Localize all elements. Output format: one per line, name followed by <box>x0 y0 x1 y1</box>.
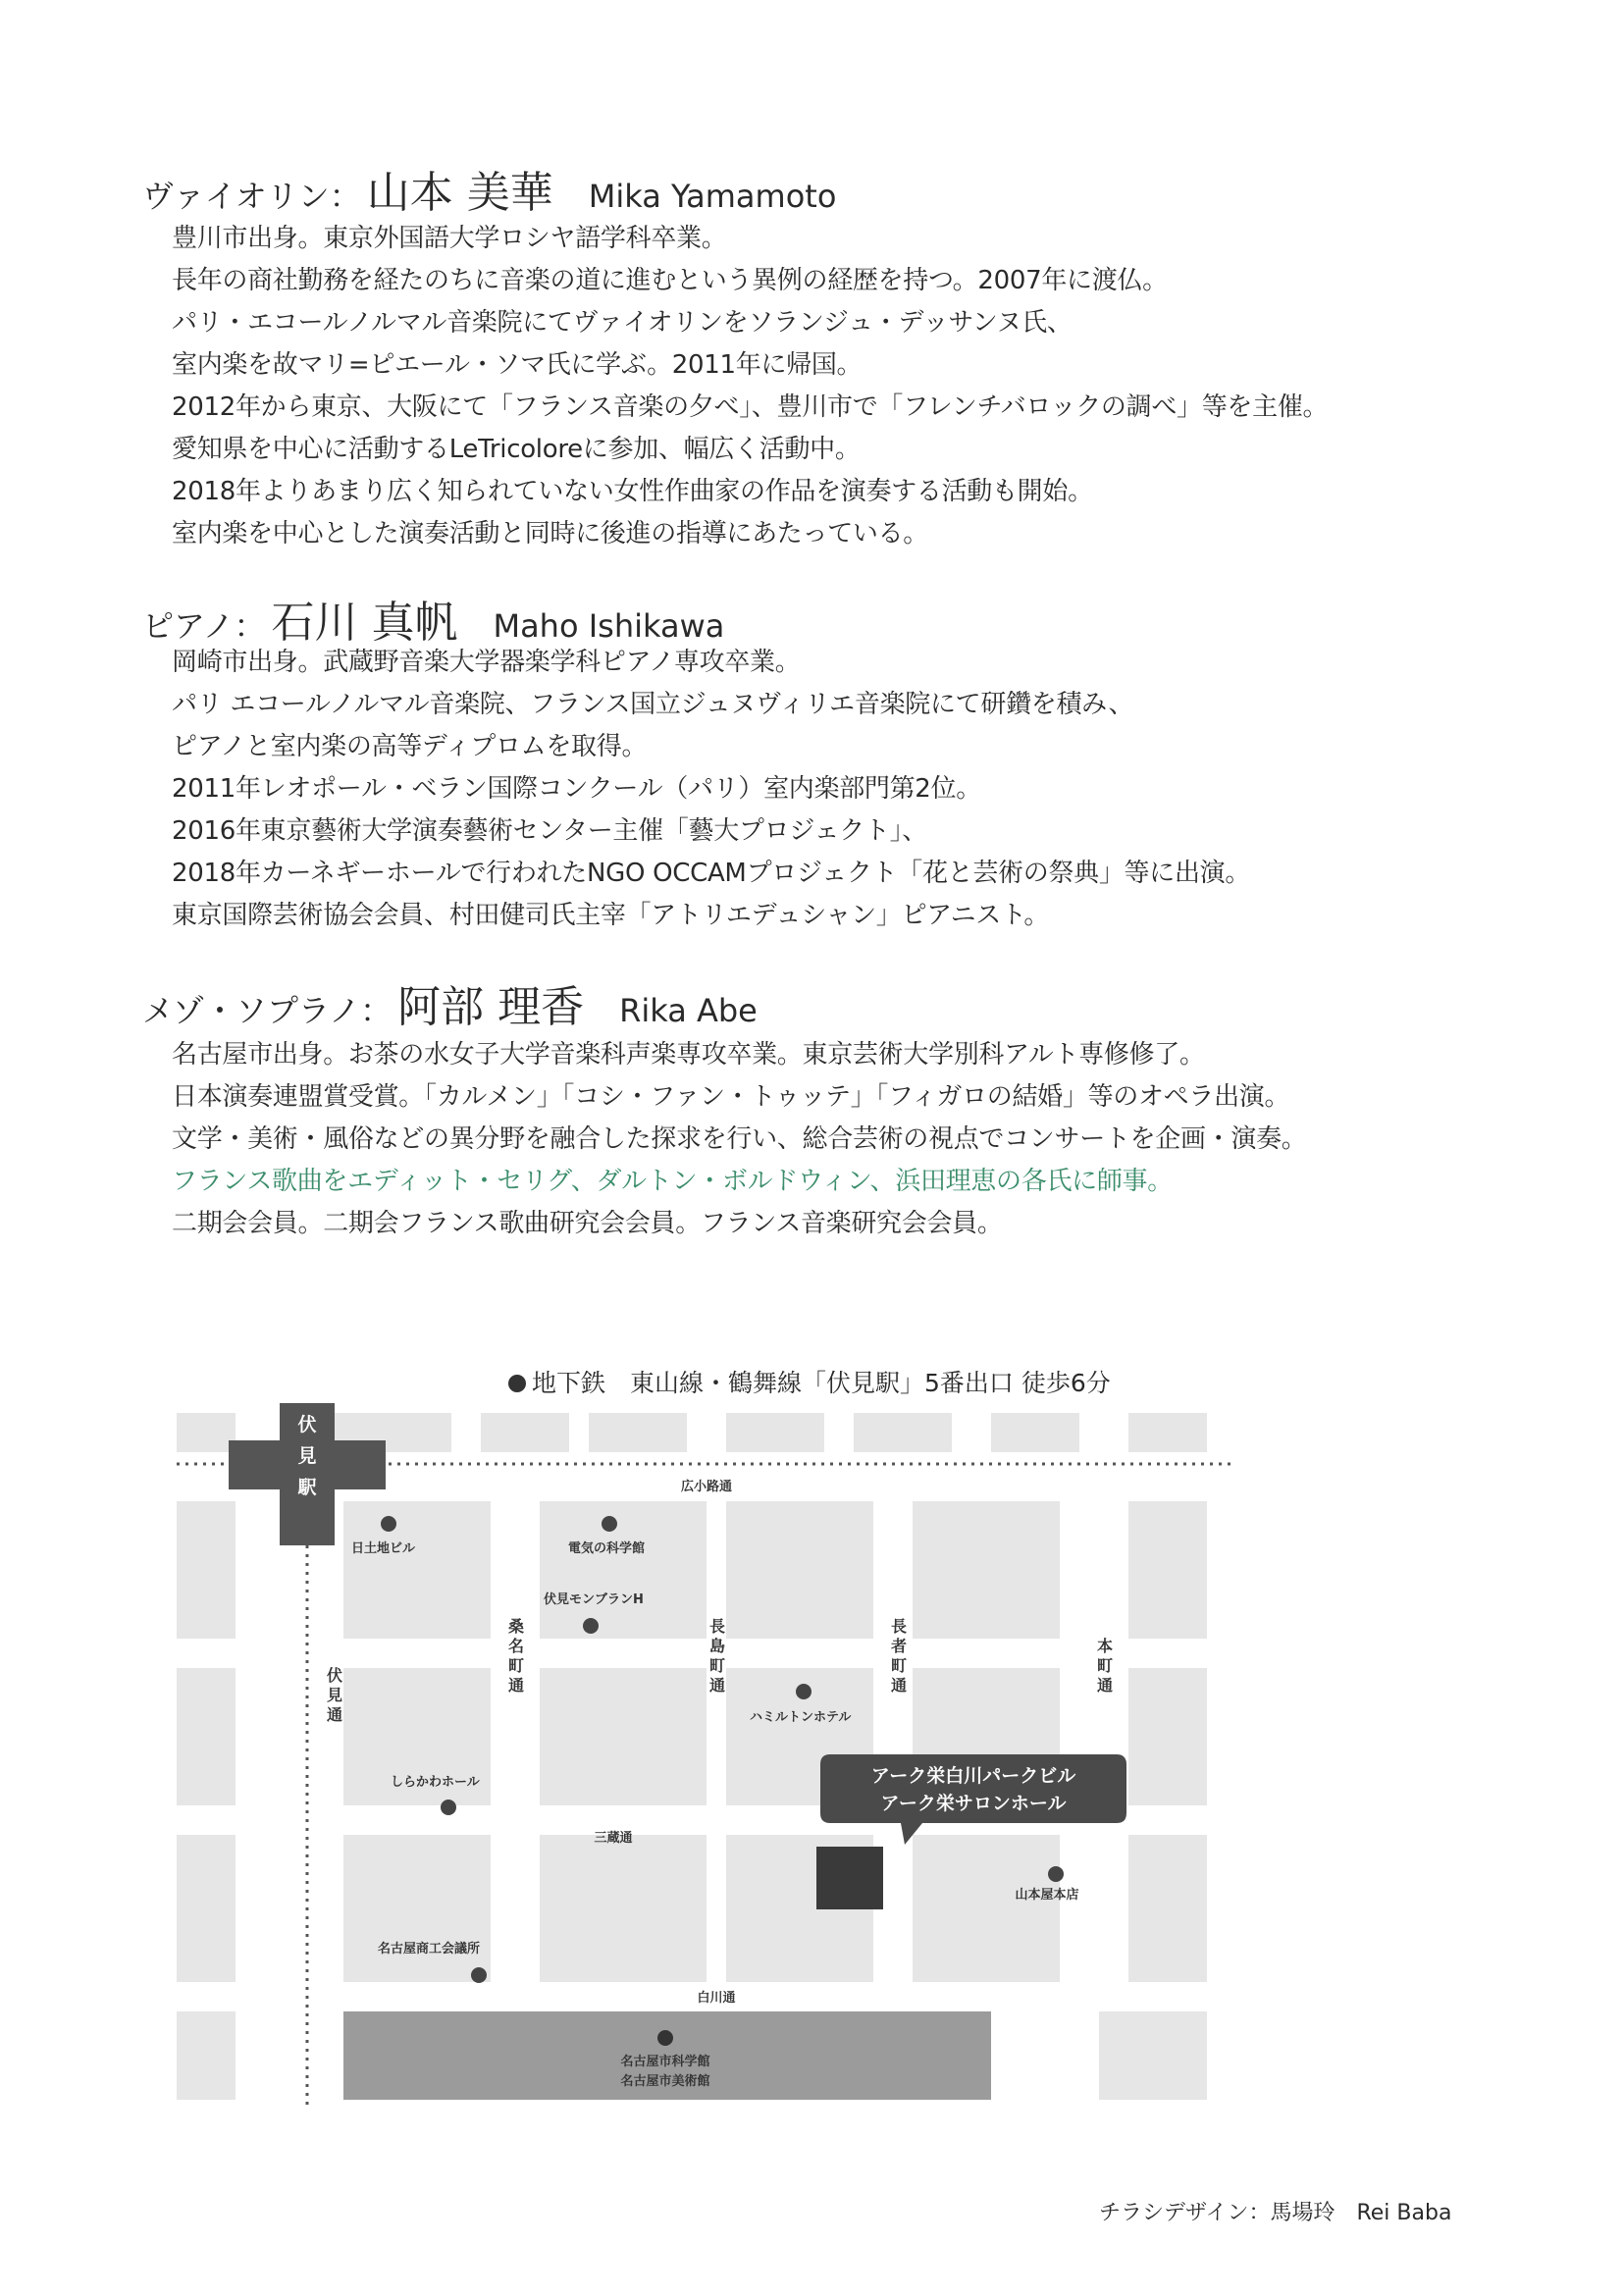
performer-role: ピアノ： <box>142 607 266 645</box>
svg-text:駅: 駅 <box>297 1477 317 1498</box>
bio-line: 日本演奏連盟賞受賞。「カルメン」「コシ・ファン・トゥッテ」「フィガロの結婚」等のオペラ出演。 <box>172 1082 1290 1112</box>
svg-text:伏見モンブランH: 伏見モンブランH <box>544 1592 644 1607</box>
performer-heading <box>142 971 758 1032</box>
svg-text:通: 通 <box>508 1676 525 1695</box>
performer-name-en: Maho Ishikawa <box>493 607 725 645</box>
performer-bio <box>172 1034 1307 1245</box>
design-credit: チラシデザイン：馬場玲 Rei Baba <box>1099 2201 1452 2225</box>
bio-line: 室内楽を故マリ=ピエール・ソマ氏に学ぶ。2011年に帰国。 <box>172 350 863 380</box>
street-label: 三蔵通 <box>594 1831 633 1846</box>
svg-text:通: 通 <box>709 1676 726 1695</box>
performer-name-jp: 山本 美華 <box>366 168 553 218</box>
bio-line: 2011年レオポール・ベラン国際コンクール（パリ）室内楽部門第2位。 <box>172 774 981 804</box>
venue-building <box>816 1847 883 1909</box>
performer-name-en: Rika Abe <box>619 992 758 1029</box>
performer-bio <box>172 218 1328 555</box>
performer-heading <box>142 157 837 218</box>
svg-text:名: 名 <box>508 1637 525 1655</box>
svg-text:長: 長 <box>709 1617 726 1636</box>
bio-line: 長年の商社勤務を経たのちに音楽の道に進むという異例の経歴を持つ。2007年に渡仏。 <box>172 266 1168 295</box>
svg-text:島: 島 <box>709 1637 726 1655</box>
bio-line: 名古屋市出身。お茶の水女子大学音楽科声楽専攻卒業。東京芸術大学別科アルト専修修了。 <box>172 1040 1205 1070</box>
map-drawing <box>167 1403 1246 2110</box>
svg-text:しらかわホール: しらかわホール <box>391 1775 480 1790</box>
performer-name-jp: 石川 真帆 <box>271 598 458 648</box>
svg-text:通: 通 <box>891 1676 908 1695</box>
street-label: 広小路通 <box>680 1480 733 1494</box>
bio-line: パリ エコールノルマル音楽院、フランス国立ジュヌヴィリエ音楽院にて研鑽を積み、 <box>172 690 1134 719</box>
venue-name-2: アーク栄サロンホール <box>880 1793 1067 1814</box>
bio-line: パリ・エコールノルマル音楽院にてヴァイオリンをソランジュ・デッサンヌ氏、 <box>172 308 1073 338</box>
bio-line: ピアノと室内楽の高等ディプロムを取得。 <box>172 732 648 761</box>
svg-text:名古屋市科学館: 名古屋市科学館 <box>620 2055 710 2069</box>
bio-line: フランス歌曲をエディット・セリグ、ダルトン・ボルドウィン、浜田理恵の各氏に師事。 <box>172 1167 1173 1196</box>
performer-heading <box>142 587 725 648</box>
bio-line: 愛知県を中心に活動するLeTricoloreに参加、幅広く活動中。 <box>172 435 861 464</box>
svg-text:町: 町 <box>508 1656 525 1675</box>
performer-role: ヴァイオリン： <box>142 178 361 215</box>
svg-text:伏: 伏 <box>327 1666 343 1685</box>
bio-line: 2018年カーネギーホールで行われたNGO OCCAMプロジェクト「花と芸術の祭典」等に出演。 <box>172 859 1251 888</box>
bio-line: 東京国際芸術協会会員、村田健司氏主宰「アトリエデュシャン」ピアニスト。 <box>172 901 1050 930</box>
bio-line: 2012年から東京、大阪にて「フランス音楽の夕べ」、豊川市で「フレンチバロックの調べ」等を主催。 <box>172 392 1329 422</box>
bullet-icon <box>508 1375 526 1392</box>
bio-line: 室内楽を中心とした演奏活動と同時に後進の指導にあたっている。 <box>172 519 929 548</box>
map-caption <box>508 1364 1111 1399</box>
svg-text:見: 見 <box>327 1686 343 1704</box>
svg-text:山本屋本店: 山本屋本店 <box>1015 1888 1079 1903</box>
venue-callout <box>820 1754 1126 1845</box>
svg-text:名古屋市美術館: 名古屋市美術館 <box>620 2074 710 2089</box>
bio-line: 岡崎市出身。武蔵野音楽大学器楽学科ピアノ専攻卒業。 <box>172 648 801 677</box>
performer-name-en: Mika Yamamoto <box>588 178 837 215</box>
venue-name-1: アーク栄白川パークビル <box>870 1765 1076 1787</box>
bio-line: 豊川市出身。東京外国語大学ロシヤ語学科卒業。 <box>172 224 727 253</box>
performer-role: メゾ・ソプラノ： <box>142 992 393 1029</box>
performer-name-jp: 阿部 理香 <box>397 982 585 1032</box>
svg-text:ハミルトンホテル: ハミルトンホテル <box>750 1710 852 1725</box>
svg-text:長: 長 <box>891 1617 908 1636</box>
performer-bio <box>172 642 1250 937</box>
bio-line: 2018年よりあまり広く知られていない女性作曲家の作品を演奏する活動も開始。 <box>172 477 1093 506</box>
bio-line: 二期会会員。二期会フランス歌曲研究会会員。フランス音楽研究会会員。 <box>172 1209 1003 1238</box>
svg-text:伏: 伏 <box>297 1414 317 1435</box>
access-map <box>0 1354 1623 2159</box>
svg-text:通: 通 <box>327 1705 343 1724</box>
svg-text:本: 本 <box>1097 1637 1114 1655</box>
svg-text:通: 通 <box>1097 1676 1114 1695</box>
map-caption-text: 地下鉄 東山線・鶴舞線「伏見駅」5番出口 徒歩6分 <box>532 1369 1111 1397</box>
bio-line: 2016年東京藝術大学演奏藝術センター主催「藝大プロジェクト」、 <box>172 816 928 846</box>
svg-text:見: 見 <box>297 1445 317 1467</box>
svg-text:名古屋商工会議所: 名古屋商工会議所 <box>378 1942 481 1957</box>
svg-text:電気の科学館: 電気の科学館 <box>568 1541 646 1556</box>
svg-text:町: 町 <box>709 1656 726 1675</box>
street-label: 白川通 <box>697 1991 736 2006</box>
svg-text:桑: 桑 <box>508 1617 525 1636</box>
svg-text:日土地ビル: 日土地ビル <box>351 1541 416 1556</box>
bio-line: 文学・美術・風俗などの異分野を融合した探求を行い、総合芸術の視点でコンサートを企画・演奏。 <box>172 1124 1307 1154</box>
svg-text:町: 町 <box>1097 1656 1114 1675</box>
svg-text:町: 町 <box>891 1656 908 1675</box>
svg-text:者: 者 <box>891 1637 908 1655</box>
